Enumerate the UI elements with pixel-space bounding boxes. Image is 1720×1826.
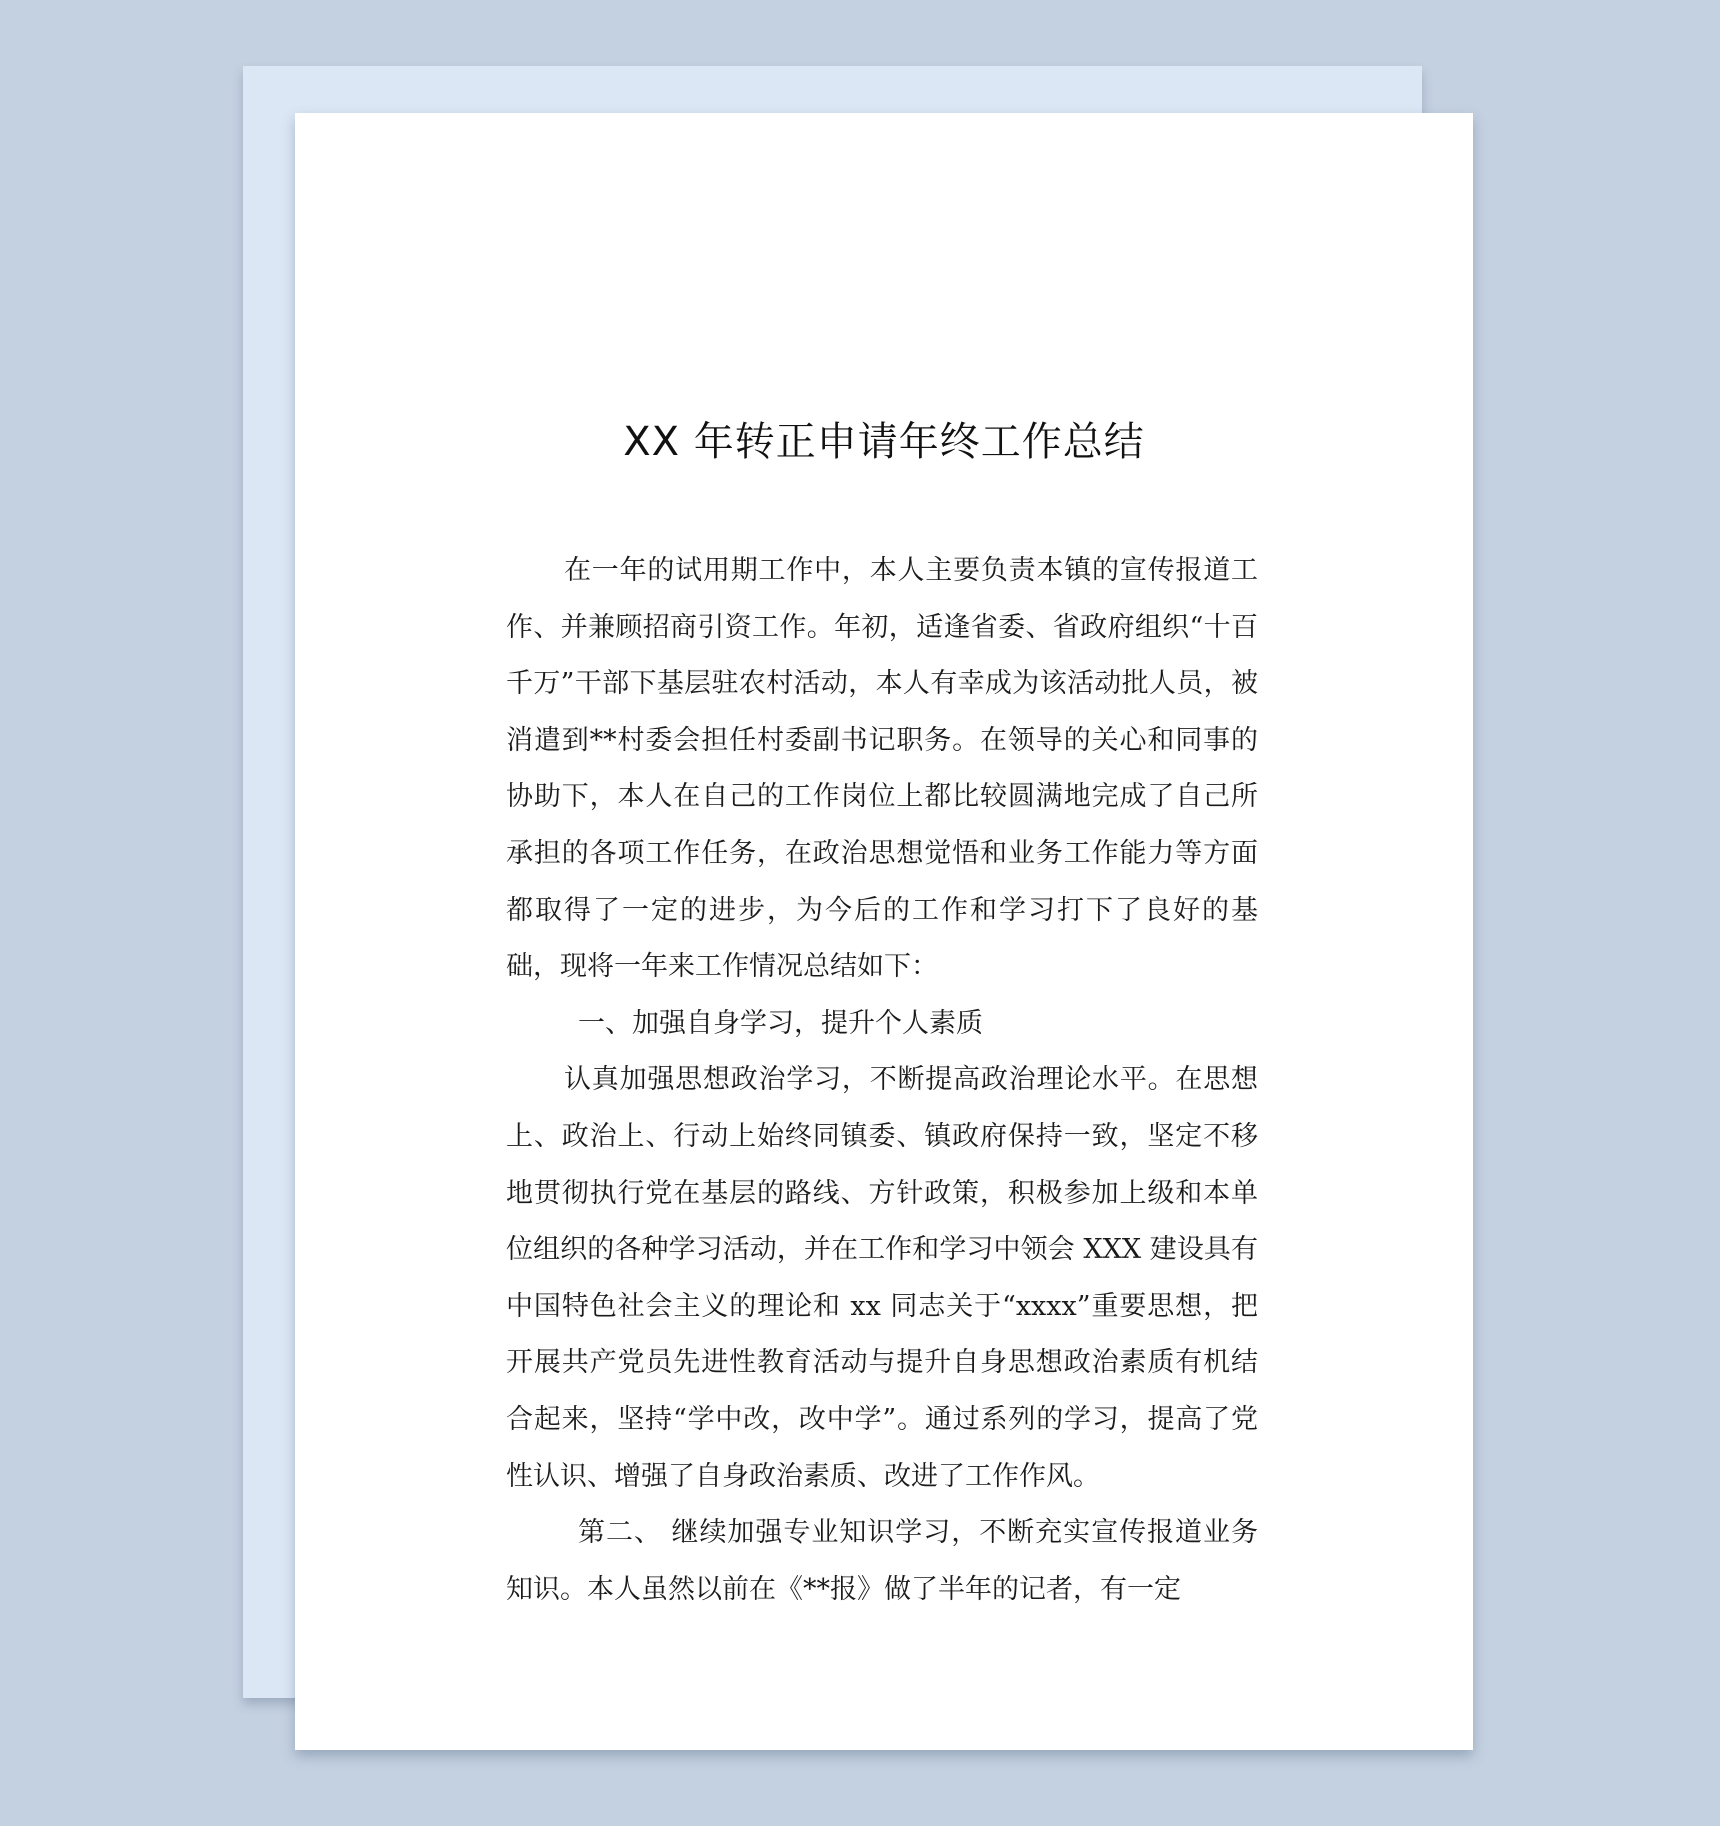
section-heading-1: 一、加强自身学习，提升个人素质	[578, 1007, 983, 1039]
section-2-paragraph: 第二、 继续加强专业知识学习，不断充实宣传报道业务知识。本人虽然以前在《**报》做了半年的记者，有一定	[506, 1517, 1258, 1605]
document-body	[506, 543, 1258, 1618]
section-1-paragraph: 认真加强思想政治学习，不断提高政治理论水平。在思想上、政治上、行动上始终同镇委、镇政府保持一致，坚定不移地贯彻执行党在基层的路线、方针政策，积极参加上级和本单位组织的各种学习活动，并在工作和学习中领会 XXX 建设具有中国特色社会主义的理论和 xx 同志关于“xxxx”重要思想，把开展共产党员先进性教育活动与提升自身思想政治素质有机结合起来，坚持“学中改，改中学”。通过系列的学习，提高了党性认识、增强了自身政治素质、改进了工作作风。	[506, 1064, 1258, 1492]
document-title: XX 年转正申请年终工作总结	[623, 419, 1145, 465]
document-page	[295, 113, 1473, 1750]
intro-paragraph: 在一年的试用期工作中，本人主要负责本镇的宣传报道工作、并兼顾招商引资工作。年初，适逢省委、省政府组织“十百千万”干部下基层驻农村活动，本人有幸成为该活动批人员，被消遣到**村委会担任村委副书记职务。在领导的关心和同事的协助下，本人在自己的工作岗位上都比较圆满地完成了自己所承担的各项工作任务，在政治思想觉悟和业务工作能力等方面都取得了一定的进步，为今后的工作和学习打下了良好的基础，现将一年来工作情况总结如下：	[506, 555, 1258, 983]
